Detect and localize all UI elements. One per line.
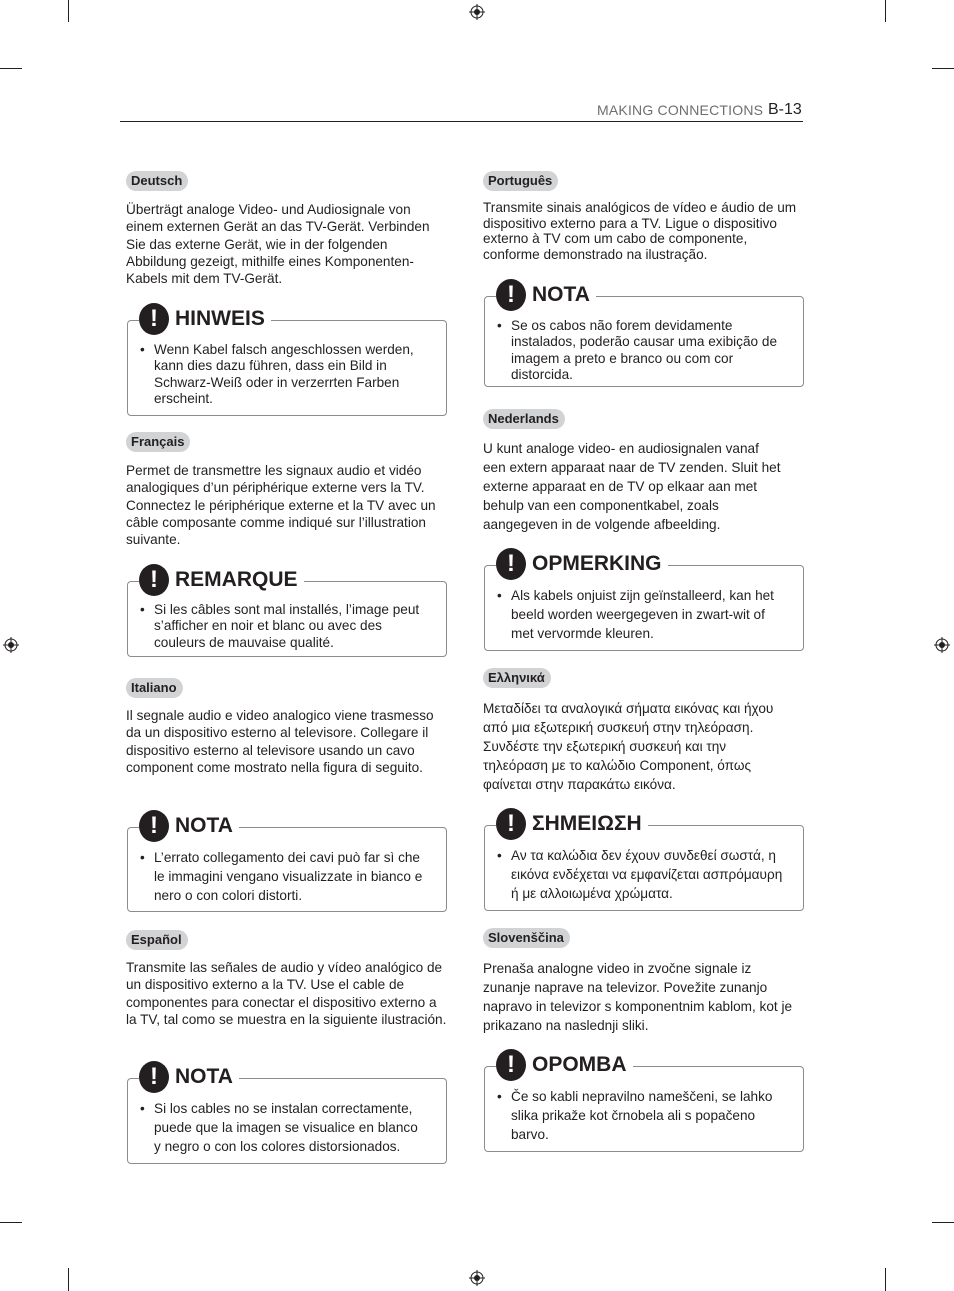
page-number: B-13 — [768, 101, 802, 118]
language-label: Italiano — [126, 678, 183, 698]
note-text: Als kabels onjuist zijn geïnstalleerd, kan het beeld worden weergegeven in zwart-wit of met vervormde kleuren. — [511, 588, 774, 641]
note-text: Če so kabli nepravilno nameščeni, se lahko slika prikaže kot črnobela ali s popačeno barvo. — [511, 1089, 773, 1142]
note-item — [485, 318, 803, 383]
note-box — [127, 566, 447, 657]
note-item — [128, 1099, 446, 1156]
header-divider — [120, 121, 803, 122]
crop-mark — [0, 68, 22, 69]
note-title: ΣΗΜΕΙΩΣΗ — [532, 812, 642, 835]
bullet: • — [497, 848, 502, 863]
crop-mark — [885, 1268, 886, 1291]
note-box — [127, 1063, 447, 1164]
exclamation-icon: ! — [496, 548, 526, 580]
note-item — [485, 846, 803, 903]
body-text: U kunt analoge video- en audiosignalen vanaf een extern apparaat naar de TV zenden. Sluit het externe apparaat en de TV op elkaar aan met behulp van een componentkabel, zoals aangegeven in de volgende afbeelding. — [483, 441, 781, 532]
section-francais — [126, 432, 448, 452]
note-box — [127, 812, 447, 912]
note-title: OPMERKING — [532, 552, 662, 575]
section-greek — [483, 668, 805, 688]
section-italiano — [126, 678, 448, 698]
crop-mark — [68, 0, 69, 22]
exclamation-icon: ! — [139, 1061, 169, 1093]
exclamation-icon: ! — [496, 1049, 526, 1081]
language-label: Español — [126, 930, 188, 950]
note-item — [485, 1087, 803, 1144]
bullet: • — [140, 1101, 145, 1116]
note-title: NOTA — [175, 814, 233, 837]
language-label: Português — [483, 171, 558, 191]
note-text: Si les câbles sont mal installés, l’image peut s’afficher en noir et blanc ou avec des couleurs de mauvaise qualité. — [154, 602, 420, 650]
body-text: Μεταδίδει τα αναλογικά σήματα εικόνας και ήχου από μια εξωτερική συσκευή στην τηλεόραση. Συνδέστε την εξωτερική συσκευή και την τηλεόραση με το καλώδιο Component, όπως φαίνεται στην παρακάτω εικόνα. — [483, 701, 774, 792]
exclamation-icon: ! — [496, 808, 526, 840]
crop-mark — [68, 1268, 69, 1291]
note-header — [139, 564, 304, 596]
note-header — [139, 810, 239, 842]
bullet: • — [140, 850, 145, 865]
language-label: Slovenščina — [483, 928, 570, 948]
crop-mark — [0, 1222, 22, 1223]
note-title: REMARQUE — [175, 568, 298, 591]
section-text — [483, 439, 783, 534]
note-header — [496, 808, 648, 840]
bullet: • — [497, 588, 502, 603]
section-slovenscina — [483, 928, 805, 948]
section-text — [483, 699, 793, 794]
note-box — [484, 281, 804, 387]
body-text: Überträgt analoge Video- und Audiosignale von einem externen Gerät an das TV-Gerät. Verbinden Sie das externe Gerät, wie in der folgenden Abbildung gezeigt, mithilfe eines Komponenten-Kabels mit dem TV-Gerät. — [126, 202, 430, 287]
note-text: Wenn Kabel falsch angeschlossen werden, kann dies dazu führen, dass ein Bild in Schwarz-Weiß oder in verzerrten Farben erscheint. — [154, 342, 414, 406]
note-item — [128, 848, 446, 905]
note-header — [496, 548, 668, 580]
bullet: • — [140, 602, 145, 617]
language-label: Ελληνικά — [483, 668, 551, 688]
registration-mark-icon — [934, 637, 950, 653]
section-text — [126, 201, 448, 287]
exclamation-icon: ! — [139, 564, 169, 596]
note-title: OPOMBA — [532, 1053, 627, 1076]
section-deutsch — [126, 171, 448, 191]
note-text: Se os cabos não forem devidamente instalados, poderão causar uma exibição de imagem a preto e branco ou com cor distorcida. — [511, 318, 778, 382]
registration-mark-icon — [3, 637, 19, 653]
registration-mark-icon — [469, 1270, 485, 1286]
note-text: Αν τα καλώδια δεν έχουν συνδεθεί σωστά, η εικόνα ενδέχεται να εμφανίζεται ασπρόμαυρη ή με αλλοιωμένα χρώματα. — [511, 848, 783, 901]
note-header — [496, 279, 596, 311]
note-text: L’errato collegamento dei cavi può far sì che le immagini vengano visualizzate in bianco e nero o con colori distorti. — [154, 850, 423, 903]
exclamation-icon: ! — [139, 303, 169, 335]
note-box — [484, 550, 804, 651]
note-box — [484, 1051, 804, 1152]
note-item — [485, 586, 803, 643]
body-text: Permet de transmettre les signaux audio et vidéo analogiques d’un périphérique externe vers la TV. Connectez le périphérique externe et la TV avec un câble composante comme indiqué sur l’illustration suivante. — [126, 463, 436, 548]
section-text — [126, 462, 448, 548]
crop-mark — [932, 68, 954, 69]
language-label: Deutsch — [126, 171, 188, 191]
note-box — [484, 810, 804, 911]
body-text: Transmite las señales de audio y vídeo analógico de un dispositivo externo a la TV. Use el cable de componentes para conectar el dispositivo externo a la TV, tal como se muestra en la siguiente ilustración. — [126, 960, 447, 1027]
bullet: • — [140, 342, 145, 357]
bullet: • — [497, 318, 502, 333]
note-title: HINWEIS — [175, 307, 265, 330]
note-box — [127, 305, 447, 416]
crop-mark — [885, 0, 886, 22]
note-title: NOTA — [175, 1065, 233, 1088]
section-nederlands — [483, 409, 805, 429]
note-title: NOTA — [532, 283, 590, 306]
note-item — [128, 342, 446, 407]
body-text: Transmite sinais analógicos de vídeo e áudio de um dispositivo externo para a TV. Ligue o dispositivo externo à TV com um cabo de componente, conforme demonstrado na ilustração. — [483, 200, 797, 262]
note-item — [128, 602, 446, 651]
crop-mark — [932, 1222, 954, 1223]
body-text: Prenaša analogne video in zvočne signale iz zunanje naprave na televizor. Povežite zunanjo napravo in televizor s komponentnim kablom, kot je prikazano na naslednji sliki. — [483, 961, 793, 1033]
note-header — [139, 303, 271, 335]
registration-mark-icon — [469, 4, 485, 20]
exclamation-icon: ! — [139, 810, 169, 842]
header-section-title: MAKING CONNECTIONS — [597, 102, 764, 118]
section-espanol — [126, 930, 448, 950]
note-text: Si los cables no se instalan correctamente, puede que la imagen se visualice en blanco y negro o con los colores distorsionados. — [154, 1101, 418, 1154]
section-portugues — [483, 171, 805, 191]
note-header — [496, 1049, 633, 1081]
body-text: Il segnale audio e video analogico viene trasmesso da un dispositivo esterno al televisore. Collegare il dispositivo esterno al televisore usando un cavo component come mostrato nella figura di seguito. — [126, 708, 434, 775]
section-text — [126, 707, 448, 776]
bullet: • — [497, 1089, 502, 1104]
language-label: Français — [126, 432, 190, 452]
section-text — [483, 200, 807, 262]
note-header — [139, 1061, 239, 1093]
exclamation-icon: ! — [496, 279, 526, 311]
section-text — [126, 959, 448, 1028]
language-label: Nederlands — [483, 409, 565, 429]
section-text — [483, 959, 798, 1035]
